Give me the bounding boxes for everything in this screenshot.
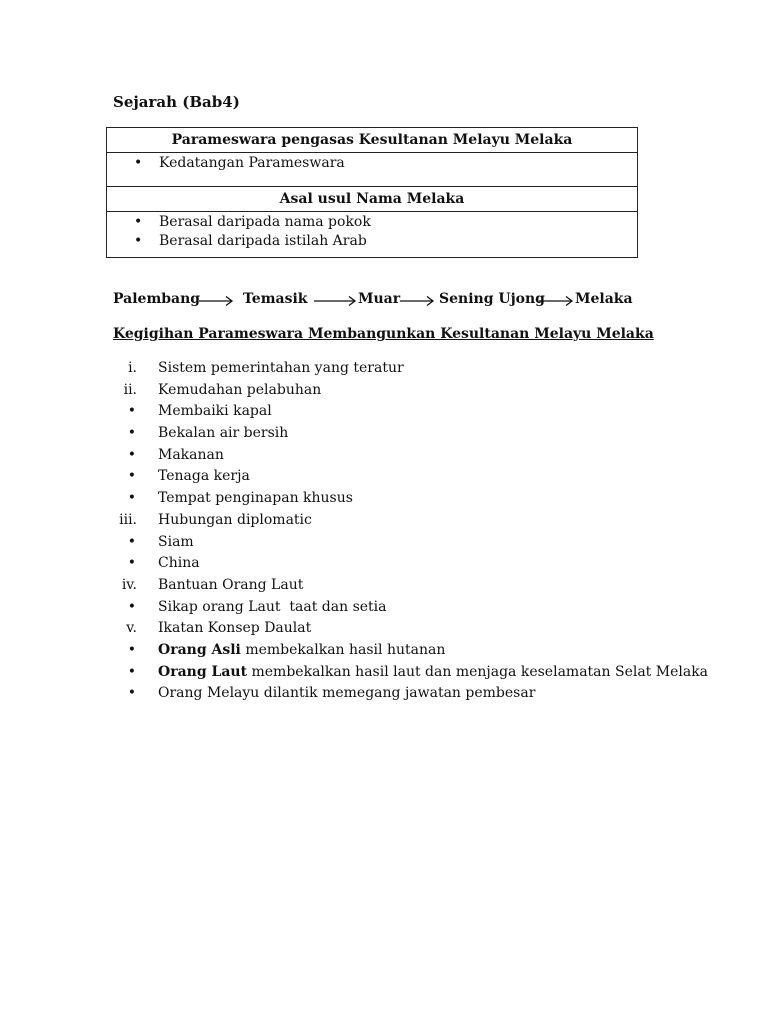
flow-node: Palembang (113, 291, 201, 307)
bullet-marker: • (127, 403, 136, 420)
list-item-text (158, 575, 303, 597)
bullet-marker: • (127, 555, 136, 572)
list-item-text (158, 358, 404, 380)
document-title: Sejarah (Bab4) (113, 93, 240, 111)
list-item-plain-text: Orang Melayu dilantik memegang jawatan pembesar (158, 685, 536, 702)
list-item (113, 380, 713, 402)
list-item (113, 423, 713, 445)
list-item-plain-text: Ikatan Konsep Daulat (158, 620, 312, 637)
list-item-text (158, 401, 272, 423)
list-item-text (158, 488, 353, 510)
right-arrow-icon (538, 295, 574, 307)
list-item (113, 662, 713, 684)
flow-node: Melaka (575, 291, 633, 307)
flow-node: Sening Ujong (439, 291, 545, 307)
table-cell-origin-items (107, 212, 638, 258)
list-item (113, 618, 713, 640)
list-item-plain-text: Membaiki kapal (158, 403, 272, 420)
bullet-marker: • (127, 468, 136, 485)
right-arrow-icon (399, 295, 435, 307)
list-item-text (158, 532, 194, 554)
list-item (113, 532, 713, 554)
list-item (113, 488, 713, 510)
list-item-plain-text: Tenaga kerja (158, 468, 250, 485)
bullet-list (107, 154, 637, 173)
efforts-list (113, 358, 713, 705)
list-item-plain-text: Bantuan Orang Laut (158, 576, 304, 593)
list-item: • Kedatangan Parameswara (107, 154, 637, 173)
bullet-marker: • (127, 685, 136, 702)
list-item: • Berasal daripada nama pokok (107, 213, 637, 232)
table-cell-arrival (107, 153, 638, 187)
list-item-bold-text: Orang Laut (158, 663, 248, 680)
list-item-plain-text: membekalkan hasil laut dan menjaga keselamatan Selat Melaka (247, 663, 709, 680)
list-item-plain-text: Tempat penginapan khusus (158, 490, 353, 507)
roman-numeral-marker: i. (128, 360, 137, 376)
list-item-plain-text: Siam (158, 533, 194, 550)
list-item-text (158, 662, 708, 684)
list-item-text (158, 640, 445, 662)
bullet-marker: • (127, 641, 136, 658)
list-item (113, 401, 713, 423)
right-arrow-icon (198, 295, 234, 307)
bullet-marker: • (127, 533, 136, 550)
list-item-plain-text: Kemudahan pelabuhan (158, 381, 322, 398)
list-item-text (158, 683, 535, 705)
section-heading: Kegigihan Parameswara Membangunkan Kesultanan Melayu Melaka (113, 326, 654, 342)
list-item-plain-text: Sistem pemerintahan yang teratur (158, 360, 404, 376)
list-item-plain-text: Hubungan diplomatic (158, 511, 312, 528)
list-item: • Berasal daripada istilah Arab (107, 232, 637, 251)
list-item (113, 575, 713, 597)
list-item-bold-text: Orang Asli (158, 641, 241, 658)
list-item (113, 445, 713, 467)
right-arrow-icon (313, 295, 357, 307)
roman-numeral-marker: iv. (121, 576, 137, 593)
bullet-list (107, 213, 637, 251)
list-item-plain-text: membekalkan hasil hutanan (240, 641, 446, 658)
list-item (113, 597, 713, 619)
list-item-text (158, 466, 250, 488)
table-heading-founder: Parameswara pengasas Kesultanan Melayu Melaka (107, 128, 638, 153)
list-item-plain-text: Bekalan air bersih (158, 425, 289, 442)
flow-node: Temasik (243, 291, 308, 307)
list-item (113, 553, 713, 575)
info-table (106, 127, 638, 258)
bullet-marker: • (127, 598, 136, 615)
list-item-text (158, 597, 386, 619)
list-item (113, 640, 713, 662)
list-item-plain-text: Makanan (158, 446, 224, 463)
bullet-marker: • (127, 425, 136, 442)
list-item-text (158, 445, 224, 467)
list-item (113, 466, 713, 488)
flow-node: Muar (358, 291, 401, 307)
roman-numeral-marker: v. (126, 620, 137, 637)
bullet-marker: • (127, 446, 136, 463)
list-item-plain-text: Sikap orang Laut taat dan setia (158, 598, 387, 615)
list-item-text (158, 553, 200, 575)
list-item-text (158, 618, 311, 640)
bullet-marker: • (127, 490, 136, 507)
list-item-text (158, 510, 312, 532)
bullet-marker: • (127, 663, 136, 680)
list-item (113, 358, 713, 380)
list-item-plain-text: China (158, 555, 200, 572)
list-item-text (158, 423, 288, 445)
list-item (113, 683, 713, 705)
roman-numeral-marker: ii. (123, 381, 137, 398)
table-heading-origin: Asal usul Nama Melaka (107, 187, 638, 212)
list-item (113, 510, 713, 532)
roman-numeral-marker: iii. (119, 511, 137, 528)
list-item-text (158, 380, 321, 402)
